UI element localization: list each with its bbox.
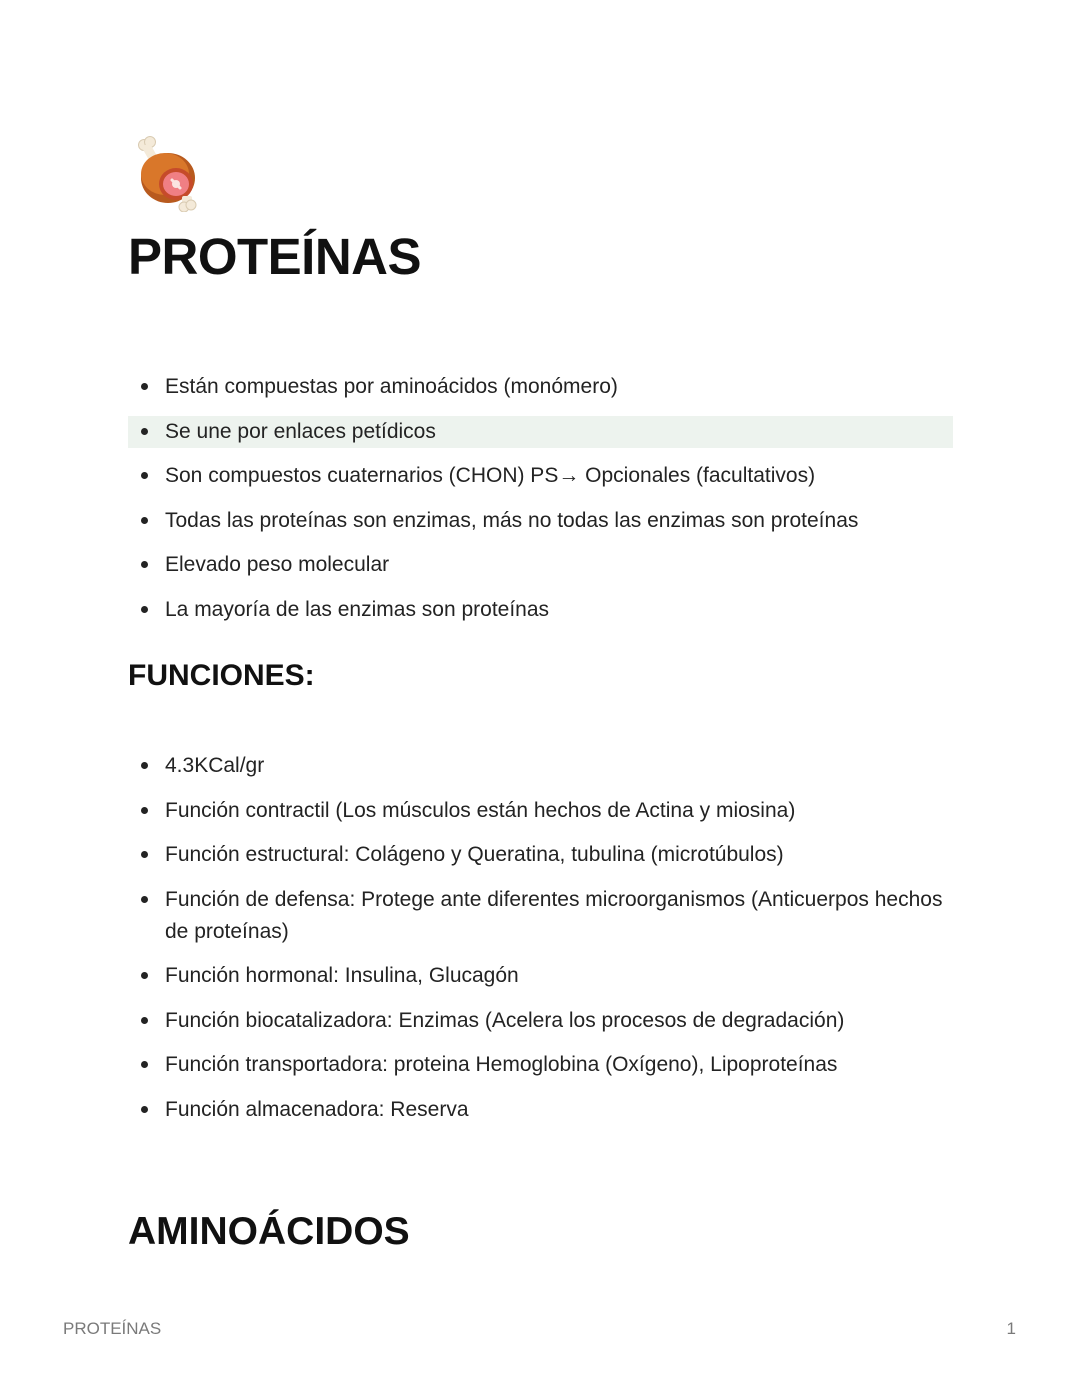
bullet-icon bbox=[141, 807, 148, 814]
footer-document-title: PROTEÍNAS bbox=[63, 1319, 162, 1338]
list-item bbox=[128, 594, 953, 626]
funciones-heading: FUNCIONES: bbox=[128, 659, 315, 692]
bullet-icon bbox=[141, 383, 148, 390]
list-item-text: Elevado peso molecular bbox=[165, 553, 390, 576]
list-item-text: Todas las proteínas son enzimas, más no todas las enzimas son proteínas bbox=[165, 508, 859, 532]
bullet-icon bbox=[141, 1017, 148, 1024]
list-item-text: Función contractil (Los músculos están hechos de Actina y miosina) bbox=[165, 798, 796, 822]
bullet-icon bbox=[141, 472, 148, 479]
funciones-list bbox=[128, 750, 953, 1138]
list-item bbox=[128, 795, 953, 827]
bullet-icon bbox=[141, 1061, 148, 1068]
list-item-text: Son compuestos cuaternarios (CHON) PS→ Opcionales (facultativos) bbox=[165, 464, 816, 487]
intro-list bbox=[128, 371, 953, 638]
list-item-text: Función biocatalizadora: Enzimas (Acelera los procesos de degradación) bbox=[165, 1008, 845, 1032]
list-item bbox=[128, 839, 953, 871]
list-item bbox=[128, 460, 953, 492]
list-item bbox=[128, 750, 953, 782]
aminoacidos-heading: AMINOÁCIDOS bbox=[128, 1210, 410, 1253]
bullet-icon bbox=[141, 896, 148, 903]
list-item bbox=[128, 1094, 953, 1126]
list-item-text: Se une por enlaces petídicos bbox=[165, 419, 436, 443]
bullet-icon bbox=[141, 428, 148, 435]
list-item-text: Función de defensa: Protege ante diferentes microorganismos (Anticuerpos hechos de proteínas) bbox=[165, 887, 943, 943]
bullet-icon bbox=[141, 1106, 148, 1113]
bullet-icon bbox=[141, 606, 148, 613]
bullet-icon bbox=[141, 972, 148, 979]
meat-on-bone-icon bbox=[132, 136, 202, 212]
list-item bbox=[128, 371, 953, 403]
list-item bbox=[128, 505, 953, 537]
list-item bbox=[128, 1005, 953, 1037]
bullet-icon bbox=[141, 762, 148, 769]
list-item-text: Están compuestas por aminoácidos (monómero) bbox=[165, 375, 618, 398]
bullet-icon bbox=[141, 851, 148, 858]
list-item bbox=[128, 549, 953, 581]
list-item-text: 4.3KCal/gr bbox=[165, 754, 265, 777]
list-item-text: Función hormonal: Insulina, Glucagón bbox=[165, 964, 519, 987]
list-item-text: La mayoría de las enzimas son proteínas bbox=[165, 597, 550, 621]
list-item-text: Función almacenadora: Reserva bbox=[165, 1097, 469, 1121]
bullet-icon bbox=[141, 561, 148, 568]
list-item bbox=[128, 1049, 953, 1081]
list-item bbox=[128, 884, 953, 948]
bullet-icon bbox=[141, 517, 148, 524]
footer-page-number: 1 bbox=[1006, 1319, 1016, 1338]
list-item-text: Función estructural: Colágeno y Queratina, tubulina (microtúbulos) bbox=[165, 843, 784, 866]
list-item-text: Función transportadora: proteina Hemoglobina (Oxígeno), Lipoproteínas bbox=[165, 1053, 838, 1076]
list-item bbox=[128, 960, 953, 992]
page-title: PROTEÍNAS bbox=[128, 228, 422, 285]
list-item-highlighted bbox=[128, 416, 953, 448]
